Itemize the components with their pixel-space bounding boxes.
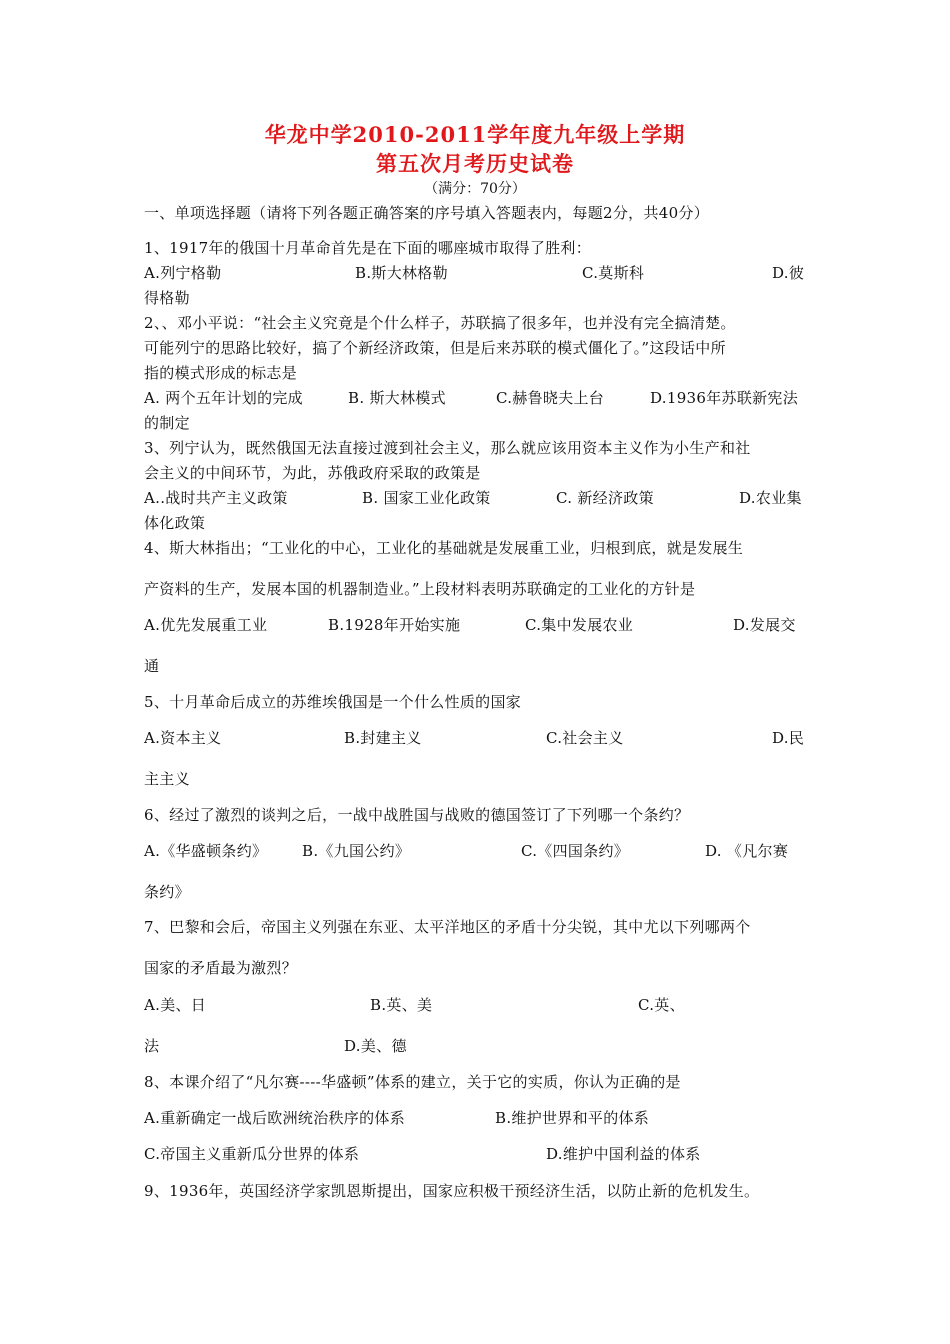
option-b: B.维护世界和平的体系 xyxy=(495,1109,650,1127)
option-c: C.集中发展农业 xyxy=(525,616,634,634)
option-c: C.《四国条约》 xyxy=(521,842,630,860)
question-stem: 7、巴黎和会后，帝国主义列强在东亚、太平洋地区的矛盾十分尖锐，其中尤以下列哪两个 xyxy=(144,918,751,936)
option-d: D.民 xyxy=(772,729,805,747)
option-a: A.列宁格勒 xyxy=(144,264,222,282)
exam-title-line1: 华龙中学2010-2011学年度九年级上学期 xyxy=(264,122,686,147)
option-d: D.彼 xyxy=(772,264,805,282)
option-a: A. 两个五年计划的完成 xyxy=(144,389,303,407)
question-stem: 产资料的生产，发展本国的机器制造业。”上段材料表明苏联确定的工业化的方针是 xyxy=(144,580,696,598)
option-d: D.美、德 xyxy=(344,1037,407,1055)
option-a: A.美、日 xyxy=(144,996,207,1014)
option-b: B.封建主义 xyxy=(344,729,422,747)
option-d: D.维护中国利益的体系 xyxy=(546,1145,701,1163)
option-c: C.英、 xyxy=(638,996,685,1014)
option-a: A.《华盛顿条约》 xyxy=(144,842,268,860)
option-d-continued: 得格勒 xyxy=(144,289,190,307)
option-b: B.斯大林格勒 xyxy=(355,264,448,282)
option-a: A..战时共产主义政策 xyxy=(144,489,288,507)
option-c: C. 新经济政策 xyxy=(556,489,654,507)
option-d-continued: 通 xyxy=(144,657,160,675)
option-d-continued: 体化政策 xyxy=(144,514,206,532)
option-d: D.农业集 xyxy=(739,489,802,507)
question-stem: 可能列宁的思路比较好，搞了个新经济政策，但是后来苏联的模式僵化了。”这段话中所 xyxy=(144,339,726,357)
option-b: B. 斯大林模式 xyxy=(348,389,446,407)
option-b: B.1928年开始实施 xyxy=(328,616,461,634)
option-c: C.帝国主义重新瓜分世界的体系 xyxy=(144,1145,360,1163)
question-stem: 9、1936年，英国经济学家凯恩斯提出，国家应积极干预经济生活，以防止新的危机发生。 xyxy=(144,1182,760,1200)
exam-title-line2: 第五次月考历史试卷 xyxy=(376,151,574,176)
question-stem: 5、十月革命后成立的苏维埃俄国是一个什么性质的国家 xyxy=(144,693,522,711)
question-stem: 指的模式形成的标志是 xyxy=(144,364,298,382)
option-d: D.发展交 xyxy=(733,616,796,634)
option-d: D. 《凡尔赛 xyxy=(705,842,789,860)
option-a: A.重新确定一战后欧洲统治秩序的体系 xyxy=(144,1109,406,1127)
section-heading: 一、单项选择题（请将下列各题正确答案的序号填入答题表内，每题2分，共40分） xyxy=(144,204,710,222)
full-score: （满分：70分） xyxy=(424,181,526,197)
question-stem: 3、列宁认为，既然俄国无法直接过渡到社会主义，那么就应该用资本主义作为小生产和社 xyxy=(144,439,751,457)
question-stem: 1、1917年的俄国十月革命首先是在下面的哪座城市取得了胜利： xyxy=(144,239,592,257)
option-d: D.1936年苏联新宪法 xyxy=(650,389,799,407)
option-c: C.莫斯科 xyxy=(582,264,645,282)
question-stem: 6、经过了激烈的谈判之后，一战中战胜国与战败的德国签订了下列哪一个条约？ xyxy=(144,806,690,824)
question-stem: 2、、邓小平说：“社会主义究竟是个什么样子，苏联搞了很多年，也并没有完全搞清楚。 xyxy=(144,314,736,332)
option-a: A.资本主义 xyxy=(144,729,222,747)
option-d-continued: 主主义 xyxy=(144,770,190,788)
question-stem: 国家的矛盾最为激烈？ xyxy=(144,959,298,977)
option-b: B.英、美 xyxy=(370,996,433,1014)
option-c-continued: 法 xyxy=(144,1037,160,1055)
option-d-continued: 条约》 xyxy=(144,883,190,901)
question-stem: 8、本课介绍了“凡尔赛----华盛顿”体系的建立，关于它的实质，你认为正确的是 xyxy=(144,1073,681,1091)
option-d-continued: 的制定 xyxy=(144,414,190,432)
option-b: B.《九国公约》 xyxy=(302,842,411,860)
option-a: A.优先发展重工业 xyxy=(144,616,268,634)
question-stem: 会主义的中间环节，为此，苏俄政府采取的政策是 xyxy=(144,464,481,482)
question-stem: 4、斯大林指出；“工业化的中心，工业化的基础就是发展重工业，归根到底，就是发展生 xyxy=(144,539,744,557)
option-b: B. 国家工业化政策 xyxy=(362,489,491,507)
option-c: C.赫鲁晓夫上台 xyxy=(496,389,605,407)
option-c: C.社会主义 xyxy=(546,729,624,747)
